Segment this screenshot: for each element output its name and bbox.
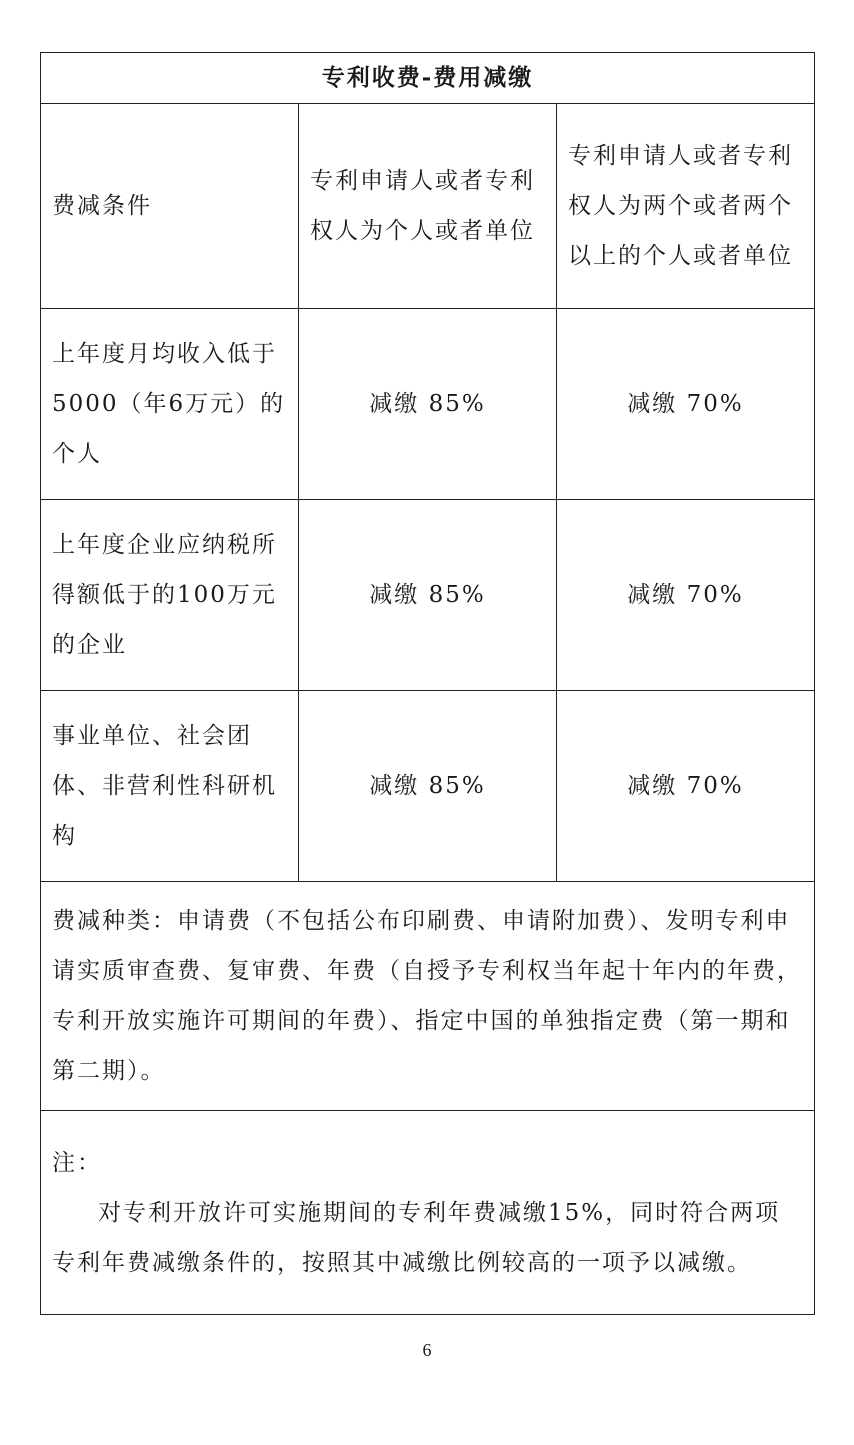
header-single-applicant: 专利申请人或者专利权人为个人或者单位 (299, 104, 557, 309)
multiple-rate-cell: 减缴 70% (557, 691, 815, 882)
condition-cell: 上年度月均收入低于5000（年6万元）的个人 (41, 309, 299, 500)
condition-cell: 事业单位、社会团体、非营利性科研机构 (41, 691, 299, 882)
single-rate-cell: 减缴 85% (299, 309, 557, 500)
header-multiple-applicants: 专利申请人或者专利权人为两个或者两个以上的个人或者单位 (557, 104, 815, 309)
condition-cell: 上年度企业应纳税所得额低于的100万元的企业 (41, 500, 299, 691)
table-row (41, 309, 815, 500)
single-rate-cell: 减缴 85% (299, 691, 557, 882)
multiple-rate-cell: 减缴 70% (557, 309, 815, 500)
single-rate-cell: 减缴 85% (299, 500, 557, 691)
note-text: 对专利开放许可实施期间的专利年费减缴15%，同时符合两项专利年费减缴条件的，按照其中减缴比例较高的一项予以减缴。 (52, 1199, 781, 1276)
note-cell (41, 1111, 815, 1315)
fee-scope-text: 费减种类：申请费（不包括公布印刷费、申请附加费）、发明专利申请实质审查费、复审费、年费（自授予专利权当年起十年内的年费，专利开放实施许可期间的年费）、指定中国的单独指定费（第一期和第二期）。 (41, 882, 815, 1111)
table-row (41, 691, 815, 882)
title-row (41, 53, 815, 104)
multiple-rate-cell: 减缴 70% (557, 500, 815, 691)
header-row (41, 104, 815, 309)
table-row (41, 500, 815, 691)
header-condition: 费减条件 (41, 104, 299, 309)
scope-row (41, 882, 815, 1111)
note-row (41, 1111, 815, 1315)
note-label: 注： (52, 1149, 102, 1176)
page-number: 6 (422, 1340, 432, 1360)
fee-reduction-table (40, 52, 815, 1315)
table-title: 专利收费-费用减缴 (41, 53, 815, 104)
